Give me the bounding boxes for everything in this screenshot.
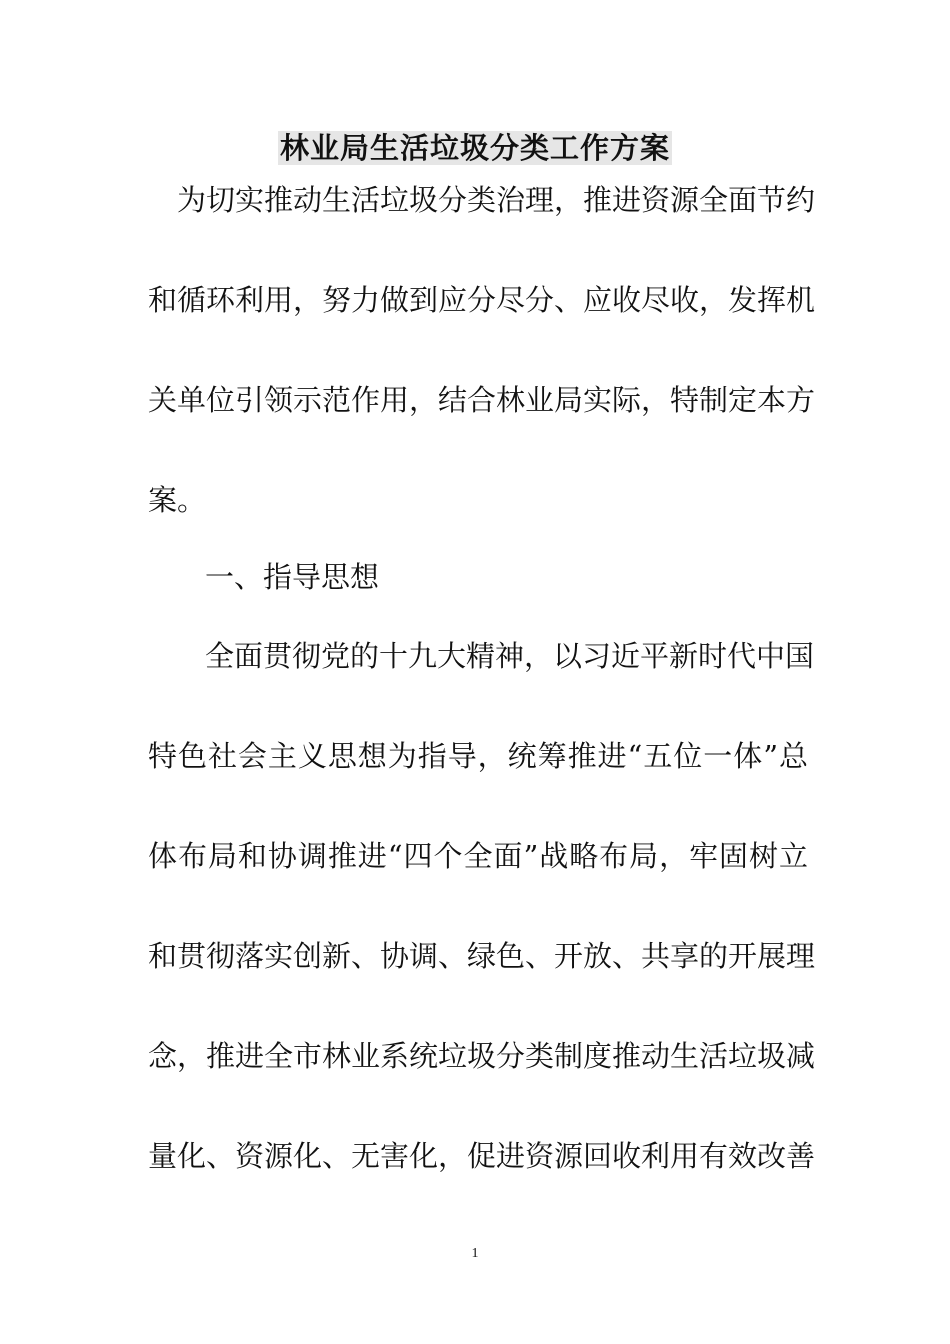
body-line-10: 量化、资源化、无害化，促进资源回收利用有效改善 — [148, 1139, 816, 1173]
section-heading: 一、指导思想 — [205, 560, 380, 594]
body-line-2: 和循环利用，努力做到应分尽分、应收尽收，发挥机 — [148, 283, 816, 317]
body-line-9: 念，推进全市林业系统垃圾分类制度推动生活垃圾减 — [148, 1039, 816, 1073]
body-line-7: 体布局和协调推进“四个全面”战略布局，牢固树立 — [148, 839, 808, 873]
body-line-3: 关单位引领示范作用，结合林业局实际，特制定本方 — [148, 383, 816, 417]
page-title — [0, 128, 950, 168]
body-line-1: 为切实推动生活垃圾分类治理，推进资源全面节约 — [177, 183, 816, 217]
page-title-text: 林业局生活垃圾分类工作方案 — [279, 131, 670, 165]
page-number: 1 — [471, 1246, 479, 1261]
body-line-8: 和贯彻落实创新、协调、绿色、开放、共享的开展理 — [148, 939, 816, 973]
body-line-5: 全面贯彻党的十九大精神，以习近平新时代中国 — [205, 639, 815, 673]
body-line-4: 案。 — [148, 483, 207, 517]
body-line-6: 特色社会主义思想为指导，统筹推进“五位一体”总 — [148, 739, 808, 773]
